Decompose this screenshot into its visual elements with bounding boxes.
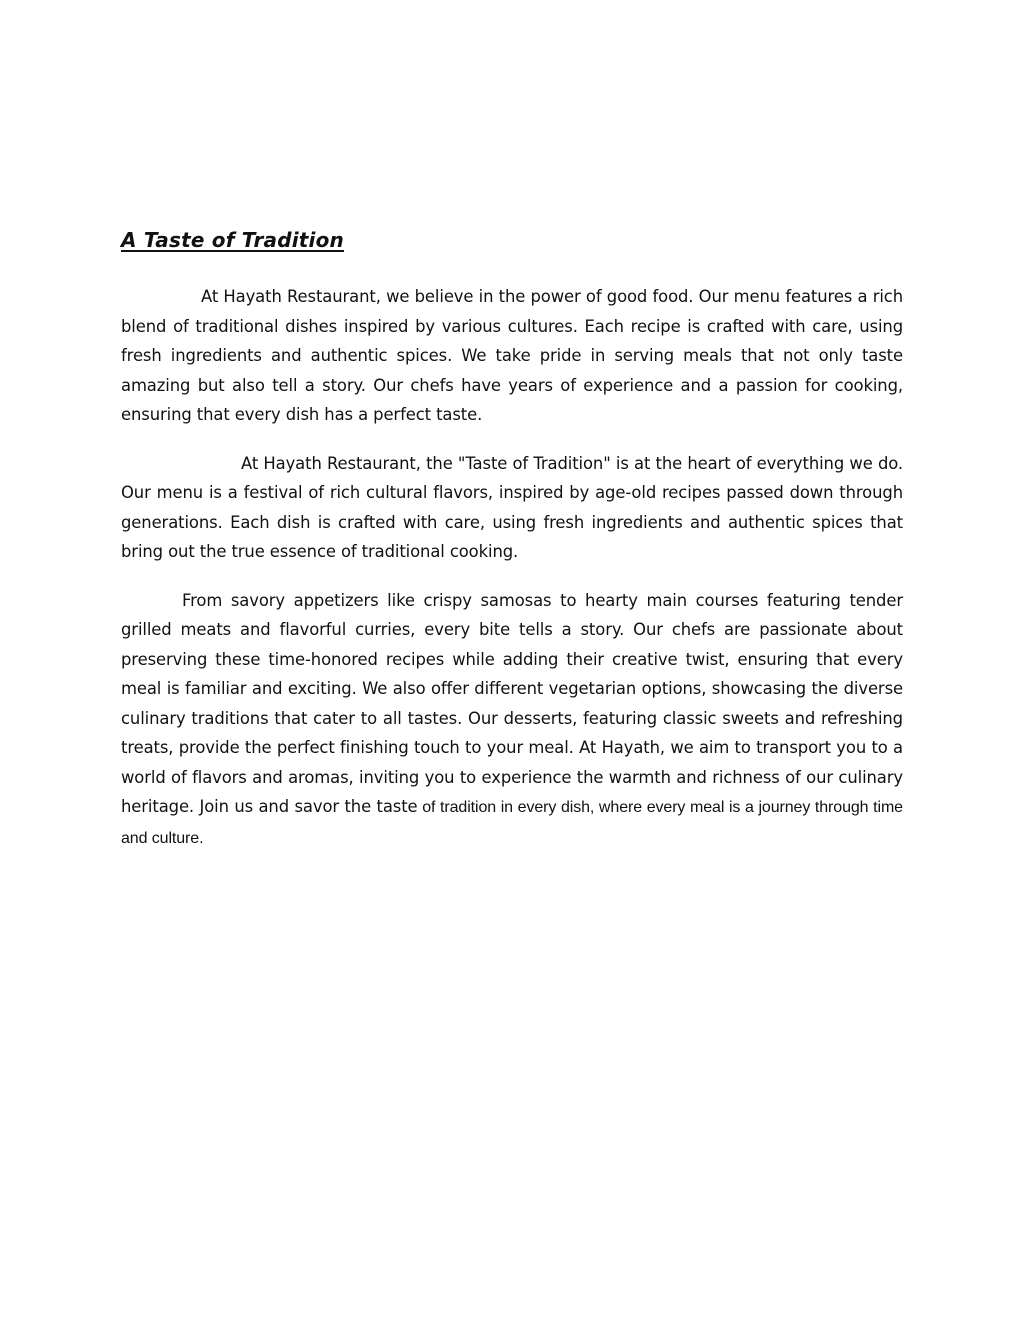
paragraph-1: At Hayath Restaurant, we believe in the power of good food. Our menu features a rich blend of traditional dishes inspired by various cultures. Each recipe is crafted with care, using fresh ingredients and authentic spices. We take pride in serving meals that not only taste amazing but also tell a story. Our chefs have years of experience and a passion for cooking, ensuring that every dish has a perfect taste. — [121, 287, 903, 424]
document-title: A Taste of Tradition — [121, 228, 344, 252]
paragraph-3 — [121, 586, 903, 854]
paragraph-3-tail: of tradition in every dish, where every meal is a journey through time and culture. — [121, 799, 903, 847]
paragraph-3-main: From savory appetizers like crispy samosas to hearty main courses featuring tender grilled meats and flavorful curries, every bite tells a story. Our chefs are passionate about preserving these time-honored recipes while adding their creative twist, ensuring that every meal is familiar and exciting. We also offer different vegetarian options, showcasing the diverse culinary traditions that cater to all tastes. Our desserts, featuring classic sweets and refreshing treats, provide the perfect finishing touch to your meal. At Hayath, we aim to transport you to a world of flavors and aromas, inviting you to experience the warmth and richness of our culinary heritage. Join us and savor the taste — [121, 590, 903, 816]
document-body — [121, 226, 903, 853]
paragraph-2: At Hayath Restaurant, the "Taste of Tradition" is at the heart of everything we do. Our menu is a festival of rich cultural flavors, inspired by age-old recipes passed down through generations. Each dish is crafted with care, using fresh ingredients and authentic spices that bring out the true essence of traditional cooking. — [121, 453, 903, 561]
